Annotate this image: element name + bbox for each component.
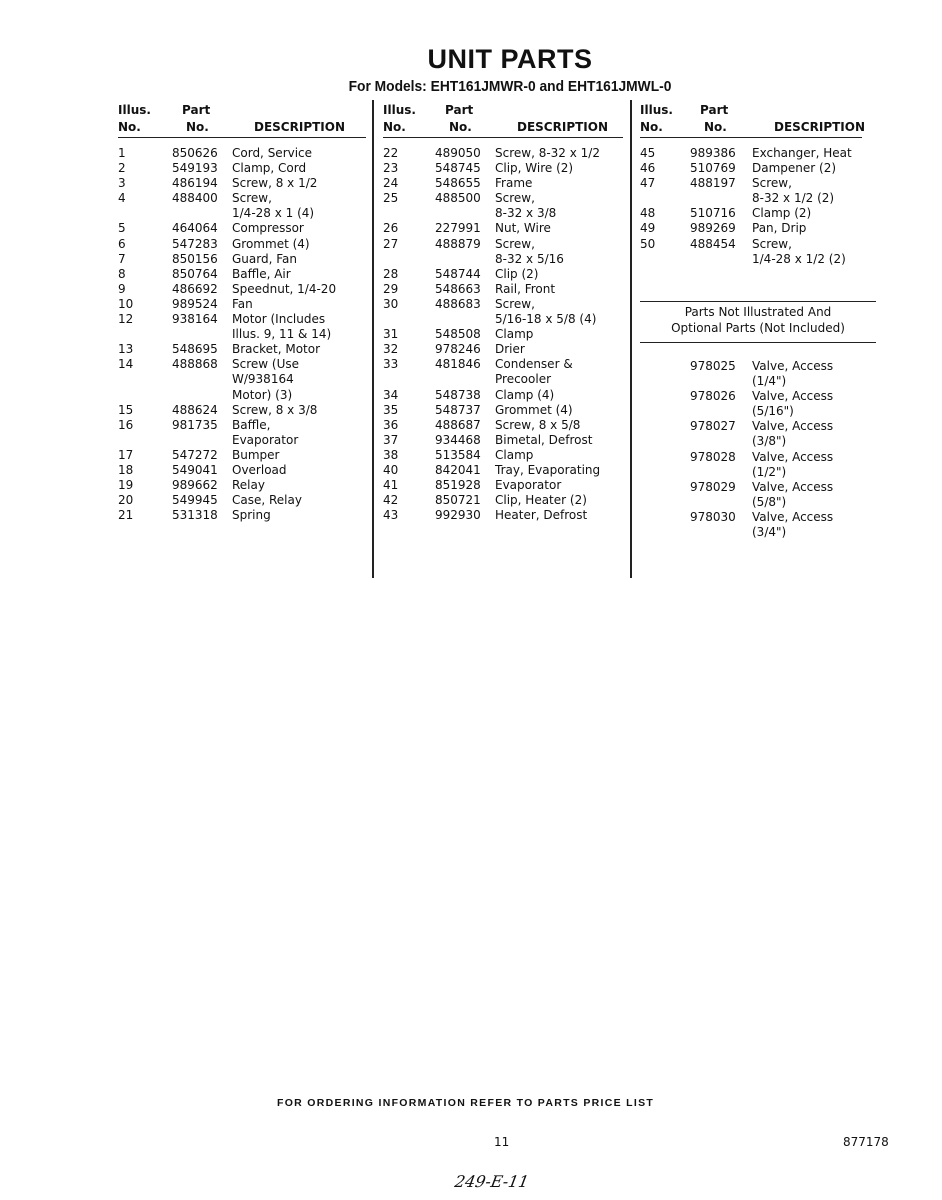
part-description: Screw, 8 x 5/8 — [495, 417, 581, 432]
illus-number: 41 — [383, 478, 399, 493]
illus-number: 10 — [118, 296, 134, 311]
part-description: Bracket, Motor — [232, 342, 321, 357]
table-row — [118, 493, 366, 508]
part-description: Overload — [232, 462, 287, 477]
table-row — [383, 342, 623, 357]
illus-number: 13 — [118, 342, 134, 357]
part-description: Clamp (2) — [752, 206, 812, 221]
table-row — [690, 450, 833, 480]
table-row — [383, 493, 623, 508]
table-row — [383, 191, 623, 221]
part-number: 548737 — [435, 402, 481, 417]
illus-number: 24 — [383, 176, 399, 191]
illus-number: 38 — [383, 447, 399, 462]
header-illus-no: No. — [640, 120, 663, 134]
document-number: 877178 — [843, 1135, 889, 1149]
part-number: 850156 — [172, 251, 218, 266]
part-number: 981735 — [172, 417, 218, 432]
table-row — [383, 433, 623, 448]
table-row — [118, 237, 366, 252]
illus-number: 46 — [640, 161, 656, 176]
illus-number: 32 — [383, 342, 399, 357]
ordering-footer: FOR ORDERING INFORMATION REFER TO PARTS PRICE LIST — [277, 1097, 655, 1109]
part-number: 978025 — [690, 359, 736, 373]
optional-heading-line1: Parts Not Illustrated And — [684, 305, 832, 319]
part-number: 549193 — [172, 161, 218, 176]
part-description: Screw, 8-32 x 3/8 — [495, 191, 557, 221]
table-row — [383, 267, 623, 282]
part-number: 549041 — [172, 462, 218, 477]
part-description: Screw, 8-32 x 1/2 (2) — [752, 176, 835, 206]
table-row — [118, 478, 366, 493]
header-illus: Illus. — [640, 103, 673, 117]
part-number: 938164 — [172, 312, 218, 327]
optional-heading-line2: Optional Parts (Not Included) — [671, 320, 845, 335]
part-description: Grommet (4) — [232, 236, 310, 251]
illus-number: 5 — [118, 221, 126, 236]
part-description: Bumper — [232, 447, 280, 462]
part-number: 464064 — [172, 221, 218, 236]
part-number: 548663 — [435, 281, 481, 296]
part-number: 481846 — [435, 357, 481, 372]
part-number: 510716 — [690, 206, 736, 221]
part-description: Cord, Service — [232, 146, 313, 160]
parts-rows — [383, 146, 623, 523]
illus-number: 45 — [640, 146, 656, 160]
illus-number: 2 — [118, 161, 126, 176]
table-row — [118, 191, 366, 221]
table-row — [383, 478, 623, 493]
table-row — [690, 389, 833, 419]
part-number: 978026 — [690, 389, 736, 404]
illus-number: 18 — [118, 462, 134, 477]
part-number: 548745 — [435, 161, 481, 176]
part-number: 488454 — [690, 236, 736, 251]
page-number: 11 — [494, 1135, 510, 1149]
part-number: 488400 — [172, 191, 218, 206]
part-description: Clamp — [495, 447, 534, 462]
header-illus: Illus. — [118, 103, 151, 117]
part-description: Exchanger, Heat — [752, 146, 852, 160]
table-row — [383, 418, 623, 433]
part-number: 513584 — [435, 447, 481, 462]
illus-number: 7 — [118, 251, 126, 266]
illus-number: 27 — [383, 236, 399, 251]
part-number: 488197 — [690, 176, 736, 191]
illus-number: 35 — [383, 402, 399, 417]
header-part-no: No. — [186, 120, 209, 134]
illus-number: 3 — [118, 176, 126, 191]
optional-parts-heading — [640, 301, 876, 343]
part-number: 488879 — [435, 236, 481, 251]
part-description: Valve, Access (5/16") — [752, 389, 834, 419]
illus-number: 1 — [118, 146, 126, 160]
part-description: Guard, Fan — [232, 251, 297, 266]
part-number: 488624 — [172, 402, 218, 417]
table-row — [118, 297, 366, 312]
illus-number: 8 — [118, 266, 126, 281]
illus-number: 21 — [118, 508, 134, 523]
part-number: 547283 — [172, 236, 218, 251]
illus-number: 19 — [118, 478, 134, 493]
part-number: 989269 — [690, 221, 736, 236]
table-row — [383, 176, 623, 191]
part-description: Tray, Evaporating — [495, 462, 601, 477]
part-description: Motor (Includes Illus. 9, 11 & 14) — [232, 312, 332, 342]
illus-number: 23 — [383, 161, 399, 176]
part-description: Case, Relay — [232, 493, 302, 508]
part-number: 851928 — [435, 478, 481, 493]
illus-number: 9 — [118, 281, 126, 296]
part-number: 978246 — [435, 342, 481, 357]
header-part-no: No. — [704, 120, 727, 134]
header-part: Part — [445, 103, 474, 117]
table-row — [383, 357, 623, 387]
part-number: 488683 — [435, 296, 481, 311]
header-illus-no: No. — [383, 120, 406, 134]
part-description: Screw (Use W/938164 Motor) (3) — [232, 357, 299, 402]
illus-number: 15 — [118, 402, 134, 417]
part-description: Relay — [232, 478, 265, 493]
part-description: Screw, 1/4-28 x 1/2 (2) — [752, 236, 846, 266]
illus-number: 25 — [383, 191, 399, 206]
header-part: Part — [700, 103, 729, 117]
illus-number: 40 — [383, 462, 399, 477]
illus-number: 17 — [118, 447, 134, 462]
parts-rows — [118, 146, 366, 523]
part-description: Speednut, 1/4-20 — [232, 281, 337, 296]
part-description: Evaporator — [495, 478, 562, 493]
part-number: 989524 — [172, 296, 218, 311]
column-divider — [630, 100, 632, 578]
part-description: Clamp (4) — [495, 387, 555, 402]
table-row — [118, 448, 366, 463]
part-number: 547272 — [172, 447, 218, 462]
part-description: Valve, Access (5/8") — [752, 479, 834, 509]
table-row — [383, 508, 623, 523]
table-row — [383, 161, 623, 176]
part-description: Valve, Access (1/2") — [752, 449, 834, 479]
part-description: Fan — [232, 296, 253, 311]
part-description: Drier — [495, 342, 525, 357]
part-description: Screw, 5/16-18 x 5/8 (4) — [495, 296, 597, 327]
table-row — [383, 463, 623, 478]
table-row — [640, 221, 862, 236]
part-number: 850764 — [172, 266, 218, 281]
part-number: 978027 — [690, 419, 736, 434]
column-header — [118, 103, 366, 138]
illus-number: 28 — [383, 266, 399, 281]
illus-number: 42 — [383, 493, 399, 508]
part-description: Baffle, Air — [232, 266, 291, 281]
illus-number: 29 — [383, 281, 399, 296]
table-row — [118, 161, 366, 176]
table-row — [383, 327, 623, 342]
header-illus: Illus. — [383, 103, 416, 117]
part-description: Screw, 8-32 x 5/16 — [495, 236, 564, 266]
table-row — [118, 508, 366, 523]
part-number: 548738 — [435, 387, 481, 402]
parts-column-2 — [383, 103, 623, 523]
table-row — [118, 252, 366, 267]
table-row — [383, 146, 623, 161]
illus-number: 31 — [383, 327, 399, 342]
table-row — [118, 418, 366, 448]
table-row — [118, 342, 366, 357]
part-description: Bimetal, Defrost — [495, 432, 593, 447]
table-row — [383, 403, 623, 418]
table-row — [690, 510, 833, 540]
part-description: Clip, Wire (2) — [495, 161, 574, 176]
part-description: Screw, 1/4-28 x 1 (4) — [232, 191, 315, 221]
column-header — [383, 103, 623, 138]
part-number: 850626 — [172, 146, 218, 160]
parts-column-3 — [640, 103, 866, 267]
table-row — [118, 221, 366, 236]
part-number: 978029 — [690, 479, 736, 494]
table-row — [118, 282, 366, 297]
part-number: 548655 — [435, 176, 481, 191]
part-description: Spring — [232, 508, 271, 523]
illus-number: 14 — [118, 357, 134, 372]
page-title: UNIT PARTS — [427, 44, 593, 74]
illus-number: 20 — [118, 493, 134, 508]
part-description: Baffle, Evaporator — [232, 417, 299, 447]
illus-number: 34 — [383, 387, 399, 402]
table-row — [383, 282, 623, 297]
table-row — [383, 388, 623, 403]
part-number: 486692 — [172, 281, 218, 296]
table-row — [690, 359, 833, 389]
header-illus-no: No. — [118, 120, 141, 134]
part-number: 531318 — [172, 508, 218, 523]
table-row — [383, 221, 623, 236]
part-description: Compressor — [232, 221, 304, 236]
part-number: 548695 — [172, 342, 218, 357]
header-part: Part — [182, 103, 211, 117]
table-row — [690, 419, 833, 449]
part-description: Frame — [495, 176, 533, 191]
table-row — [118, 463, 366, 478]
part-number: 850721 — [435, 493, 481, 508]
table-row — [383, 448, 623, 463]
illus-number: 43 — [383, 508, 399, 523]
illus-number: 16 — [118, 417, 134, 432]
part-description: Heater, Defrost — [495, 508, 588, 523]
table-row — [640, 161, 862, 176]
table-row — [118, 357, 366, 402]
part-description: Rail, Front — [495, 281, 556, 296]
table-row — [118, 146, 366, 161]
part-number: 488500 — [435, 191, 481, 206]
table-row — [383, 237, 623, 267]
part-number: 489050 — [435, 146, 481, 160]
part-number: 548744 — [435, 266, 481, 281]
header-part-no: No. — [449, 120, 472, 134]
table-row — [118, 267, 366, 282]
table-row — [640, 237, 862, 267]
part-description: Clip, Heater (2) — [495, 493, 587, 508]
illus-number: 26 — [383, 221, 399, 236]
part-number: 978028 — [690, 449, 736, 464]
column-header — [640, 103, 866, 138]
illus-number: 49 — [640, 221, 656, 236]
table-row — [640, 146, 862, 161]
illus-number: 37 — [383, 432, 399, 447]
handwritten-note: 249-E-11 — [453, 1172, 531, 1191]
table-row — [118, 312, 366, 342]
table-row — [118, 403, 366, 418]
part-number: 488687 — [435, 417, 481, 432]
illus-number: 33 — [383, 357, 399, 372]
illus-number: 6 — [118, 236, 126, 251]
part-number: 549945 — [172, 493, 218, 508]
header-description: DESCRIPTION — [254, 120, 346, 134]
part-number: 934468 — [435, 432, 481, 447]
part-description: Nut, Wire — [495, 221, 551, 236]
illus-number: 30 — [383, 296, 399, 311]
part-description: Pan, Drip — [752, 221, 807, 236]
parts-column-1 — [118, 103, 366, 523]
part-number: 842041 — [435, 462, 481, 477]
part-number: 548508 — [435, 327, 481, 342]
part-description: Valve, Access (1/4") — [752, 359, 834, 389]
part-number: 989662 — [172, 478, 218, 493]
illus-number: 47 — [640, 176, 656, 191]
part-number: 989386 — [690, 146, 736, 160]
part-number: 488868 — [172, 357, 218, 372]
part-description: Screw, 8 x 3/8 — [232, 402, 318, 417]
part-number: 510769 — [690, 161, 736, 176]
illus-number: 22 — [383, 146, 399, 160]
part-description: Valve, Access (3/4") — [752, 509, 834, 540]
part-description: Clamp — [495, 327, 534, 342]
part-description: Condenser & Precooler — [495, 357, 573, 387]
illus-number: 50 — [640, 236, 656, 251]
header-description: DESCRIPTION — [517, 120, 609, 134]
illus-number: 4 — [118, 191, 126, 206]
illus-number: 12 — [118, 312, 134, 327]
part-description: Screw, 8-32 x 1/2 — [495, 146, 600, 160]
table-row — [640, 206, 862, 221]
part-number: 978030 — [690, 509, 736, 524]
part-description: Clamp, Cord — [232, 161, 307, 176]
part-description: Grommet (4) — [495, 402, 573, 417]
table-row — [690, 480, 833, 510]
header-description: DESCRIPTION — [774, 120, 866, 134]
table-row — [640, 176, 862, 206]
illus-number: 48 — [640, 206, 656, 221]
parts-rows — [640, 146, 862, 267]
table-row — [118, 176, 366, 191]
optional-parts-list — [690, 359, 833, 540]
part-number: 486194 — [172, 176, 218, 191]
illus-number: 36 — [383, 417, 399, 432]
part-description: Clip (2) — [495, 266, 539, 281]
models-subtitle: For Models: EHT161JMWR-0 and EHT161JMWL-0 — [348, 78, 672, 95]
part-number: 227991 — [435, 221, 481, 236]
part-number: 992930 — [435, 508, 481, 523]
column-divider — [372, 100, 374, 578]
part-description: Screw, 8 x 1/2 — [232, 176, 318, 191]
part-description: Valve, Access (3/8") — [752, 419, 834, 449]
part-description: Dampener (2) — [752, 161, 837, 176]
table-row — [383, 297, 623, 327]
